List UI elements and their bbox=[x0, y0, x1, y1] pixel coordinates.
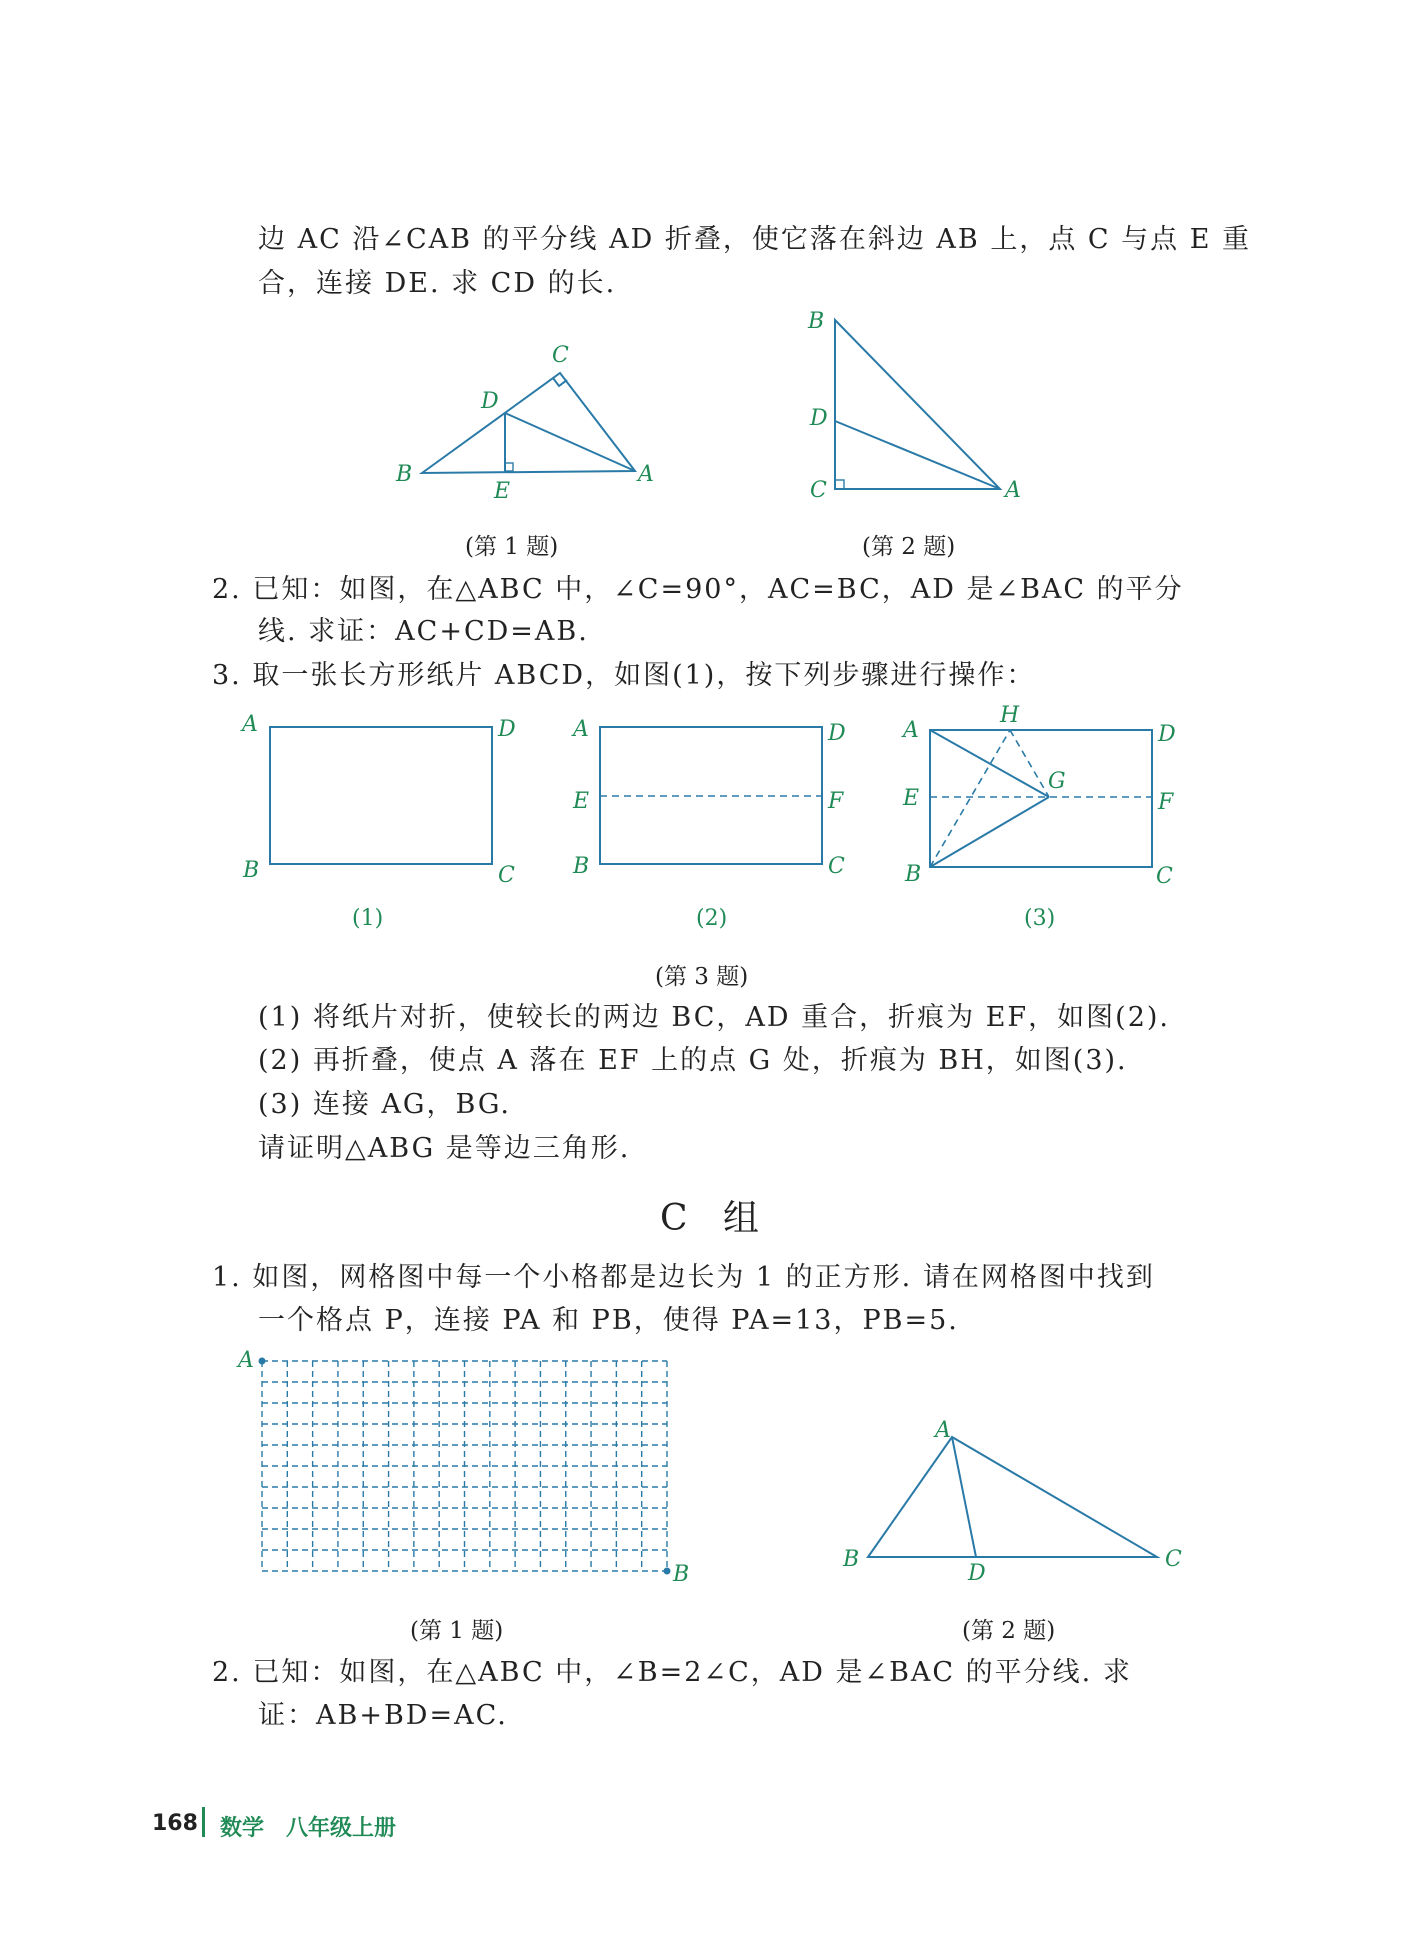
subcaption-2: (2) bbox=[696, 906, 728, 931]
problem-2-line-2: 线. 求证：AC+CD=AB. bbox=[258, 616, 589, 647]
label-C: C bbox=[1156, 864, 1173, 889]
label-E: E bbox=[573, 789, 590, 814]
label-A: A bbox=[638, 462, 654, 487]
label-B: B bbox=[243, 858, 260, 883]
label-D: D bbox=[828, 721, 846, 746]
label-F: F bbox=[1158, 790, 1174, 815]
label-G: G bbox=[1048, 769, 1066, 794]
label-F: F bbox=[828, 789, 844, 814]
caption-problem-2: (第 2 题) bbox=[862, 534, 956, 560]
label-A: A bbox=[238, 1348, 254, 1373]
step-2: (2) 再折叠，使点 A 落在 EF 上的点 G 处，折痕为 BH，如图(3). bbox=[258, 1045, 1128, 1076]
caption-problem-1: (第 1 题) bbox=[465, 534, 559, 560]
step-4: 请证明△ABG 是等边三角形. bbox=[258, 1133, 631, 1164]
label-B: B bbox=[905, 862, 922, 887]
point-B bbox=[664, 1568, 671, 1575]
label-B: B bbox=[673, 1562, 690, 1587]
problem-text-line: 合，连接 DE. 求 CD 的长. bbox=[258, 268, 617, 299]
footer-divider bbox=[202, 1807, 205, 1837]
label-A: A bbox=[1005, 478, 1021, 503]
book-title: 数学 八年级上册 bbox=[220, 1816, 397, 1841]
label-B: B bbox=[843, 1547, 860, 1572]
label-B: B bbox=[808, 309, 825, 334]
step-3: (3) 连接 AG，BG. bbox=[258, 1089, 512, 1120]
label-C: C bbox=[1165, 1547, 1182, 1572]
grid-figure bbox=[262, 1361, 667, 1571]
c-problem-2-line-1: 2. 已知：如图，在△ABC 中，∠B=2∠C，AD 是∠BAC 的平分线. 求 bbox=[212, 1657, 1132, 1688]
label-D: D bbox=[481, 389, 499, 414]
label-D: D bbox=[498, 717, 516, 742]
c-problem-1-line-1: 1. 如图，网格图中每一个小格都是边长为 1 的正方形. 请在网格图中找到 bbox=[212, 1262, 1155, 1293]
label-E: E bbox=[903, 786, 920, 811]
label-C: C bbox=[810, 478, 827, 503]
label-D: D bbox=[968, 1561, 986, 1586]
problem-3-line: 3. 取一张长方形纸片 ABCD，如图(1)，按下列步骤进行操作： bbox=[212, 660, 1036, 691]
subcaption-1: (1) bbox=[352, 906, 384, 931]
subcaption-3: (3) bbox=[1024, 906, 1056, 931]
label-D: D bbox=[810, 406, 828, 431]
label-D: D bbox=[1158, 722, 1176, 747]
label-B: B bbox=[573, 854, 590, 879]
label-C: C bbox=[552, 343, 569, 368]
label-C: C bbox=[498, 863, 515, 888]
section-heading: C 组 bbox=[660, 1198, 771, 1239]
label-A: A bbox=[242, 712, 258, 737]
label-A: A bbox=[903, 718, 919, 743]
c-problem-2-line-2: 证：AB+BD=AC. bbox=[258, 1700, 508, 1731]
caption-c-problem-2: (第 2 题) bbox=[962, 1618, 1056, 1644]
caption-problem-3: (第 3 题) bbox=[655, 964, 749, 990]
label-B: B bbox=[396, 462, 413, 487]
label-A: A bbox=[935, 1418, 951, 1443]
step-1: (1) 将纸片对折，使较长的两边 BC，AD 重合，折痕为 EF，如图(2). bbox=[258, 1002, 1170, 1033]
label-C: C bbox=[828, 854, 845, 879]
c-problem-1-line-2: 一个格点 P，连接 PA 和 PB，使得 PA=13，PB=5. bbox=[258, 1305, 959, 1336]
page-number: 168 bbox=[152, 1811, 198, 1836]
problem-2-line-1: 2. 已知：如图，在△ABC 中，∠C=90°，AC=BC，AD 是∠BAC 的平分 bbox=[212, 574, 1184, 605]
problem-text-line: 边 AC 沿∠CAB 的平分线 AD 折叠，使它落在斜边 AB 上，点 C 与点 E 重 bbox=[258, 224, 1252, 255]
grid-points bbox=[236, 1348, 689, 1587]
label-H: H bbox=[1000, 703, 1020, 728]
label-A: A bbox=[573, 717, 589, 742]
label-E: E bbox=[494, 479, 511, 504]
figure-c-2-triangle bbox=[842, 1418, 1182, 1586]
point-A bbox=[259, 1358, 266, 1365]
caption-c-problem-1: (第 1 题) bbox=[410, 1618, 504, 1644]
